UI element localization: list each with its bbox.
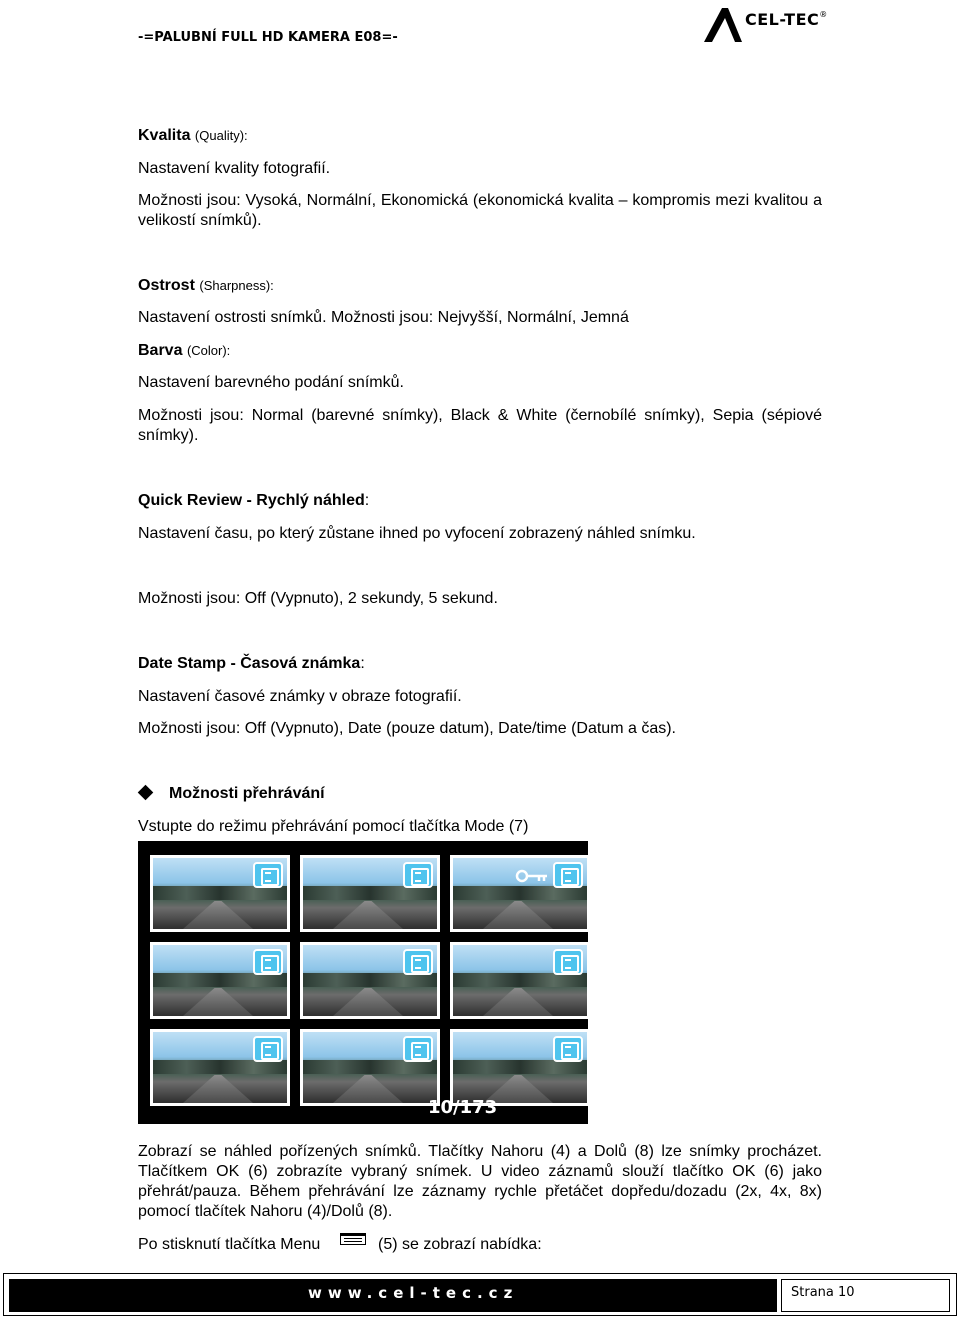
thumbnail [150, 1029, 290, 1106]
playback-counter: 10/173 [428, 1097, 498, 1118]
section-heading-kvalita [138, 126, 248, 146]
heading-text: Kvalita [138, 127, 191, 144]
barva-options: Možnosti jsou: Normal (barevné snímky), Black & White (černobílé snímky), Sepia (sépiové snímky). [138, 407, 822, 444]
section-heading-quick-review [138, 491, 369, 511]
thumbnail [300, 942, 440, 1019]
film-icon [403, 949, 433, 975]
heading-subtitle: (Color): [186, 343, 231, 358]
heading-text: Date Stamp - Časová známka [138, 655, 361, 672]
film-icon [403, 862, 433, 888]
film-icon [403, 1036, 433, 1062]
playback-body: Zobrazí se náhled pořízených snímků. Tlačítky Nahoru (4) a Dolů (8) lze snímky procházet. Tlačítkem OK (6) zobrazíte vybraný snímek. U video záznamů slouží tlačítko OK (6) jako přehrát/pauza. Během přehrávání lze záznamy rychle přetáčet dopředu/dozadu (2x, 4x, 8x) pomocí tlačítek Nahoru (4)/Dolů (8). [138, 1143, 822, 1220]
section-heading-date-stamp [138, 654, 365, 674]
ostrost-description: Nastavení ostrosti snímků. Možnosti jsou: Nejvyšší, Normální, Jemná [138, 309, 629, 326]
logo-wordmark [745, 10, 828, 29]
film-icon [553, 1036, 583, 1062]
thumbnail [300, 855, 440, 932]
thumbnail [150, 942, 290, 1019]
kvalita-options: Možnosti jsou: Vysoká, Normální, Ekonomická (ekonomická kvalita – kompromis mezi kvalitou a velikostí snímků). [138, 192, 822, 229]
menu-icon [340, 1233, 366, 1245]
logo-registered-mark: ® [819, 10, 828, 19]
heading-text: Barva [138, 342, 183, 359]
document-header-title: -=PALUBNÍ FULL HD KAMERA E08=- [138, 30, 398, 45]
menu-line-before: Po stisknutí tlačítka Menu [138, 1236, 321, 1253]
menu-line-after: (5) se zobrazí nabídka: [378, 1236, 542, 1253]
heading-colon: : [360, 655, 365, 672]
film-icon [553, 862, 583, 888]
date-stamp-description: Nastavení časové známky v obraze fotografií. [138, 688, 462, 705]
barva-description: Nastavení barevného podání snímků. [138, 374, 404, 391]
playback-screen-photo [138, 841, 588, 1124]
heading-text: Ostrost [138, 277, 195, 294]
thumbnail [450, 1029, 590, 1106]
heading-colon: : [364, 492, 370, 509]
film-icon [553, 949, 583, 975]
heading-subtitle: (Sharpness): [199, 278, 274, 293]
thumbnail [450, 942, 590, 1019]
kvalita-description: Nastavení kvality fotografií. [138, 160, 331, 177]
film-icon [253, 862, 283, 888]
thumbnail [450, 855, 590, 932]
page-number: Strana 10 [791, 1285, 855, 1300]
footer-url: www.cel-tec.cz [308, 1284, 519, 1302]
section-heading-ostrost [138, 276, 274, 296]
key-icon [515, 868, 549, 884]
diamond-bullet-icon [138, 785, 154, 801]
thumbnail [300, 1029, 440, 1106]
date-stamp-options: Možnosti jsou: Off (Vypnuto), Date (pouze datum), Date/time (Datum a čas). [138, 720, 676, 737]
quick-review-options: Možnosti jsou: Off (Vypnuto), 2 sekundy, 5 sekund. [138, 590, 498, 607]
section-heading-barva [138, 341, 230, 361]
playback-intro: Vstupte do režimu přehrávání pomocí tlačítka Mode (7) [138, 818, 529, 835]
film-icon [253, 1036, 283, 1062]
heading-subtitle: (Quality): [194, 128, 248, 143]
heading-text: Quick Review - Rychlý náhled [138, 492, 365, 509]
quick-review-description: Nastavení času, po který zůstane ihned po vyfocení zobrazený náhled snímku. [138, 525, 696, 542]
thumbnail [150, 855, 290, 932]
film-icon [253, 949, 283, 975]
logo-text: CEL-TEC [745, 10, 820, 29]
section-heading-playback: Možnosti přehrávání [169, 785, 325, 802]
